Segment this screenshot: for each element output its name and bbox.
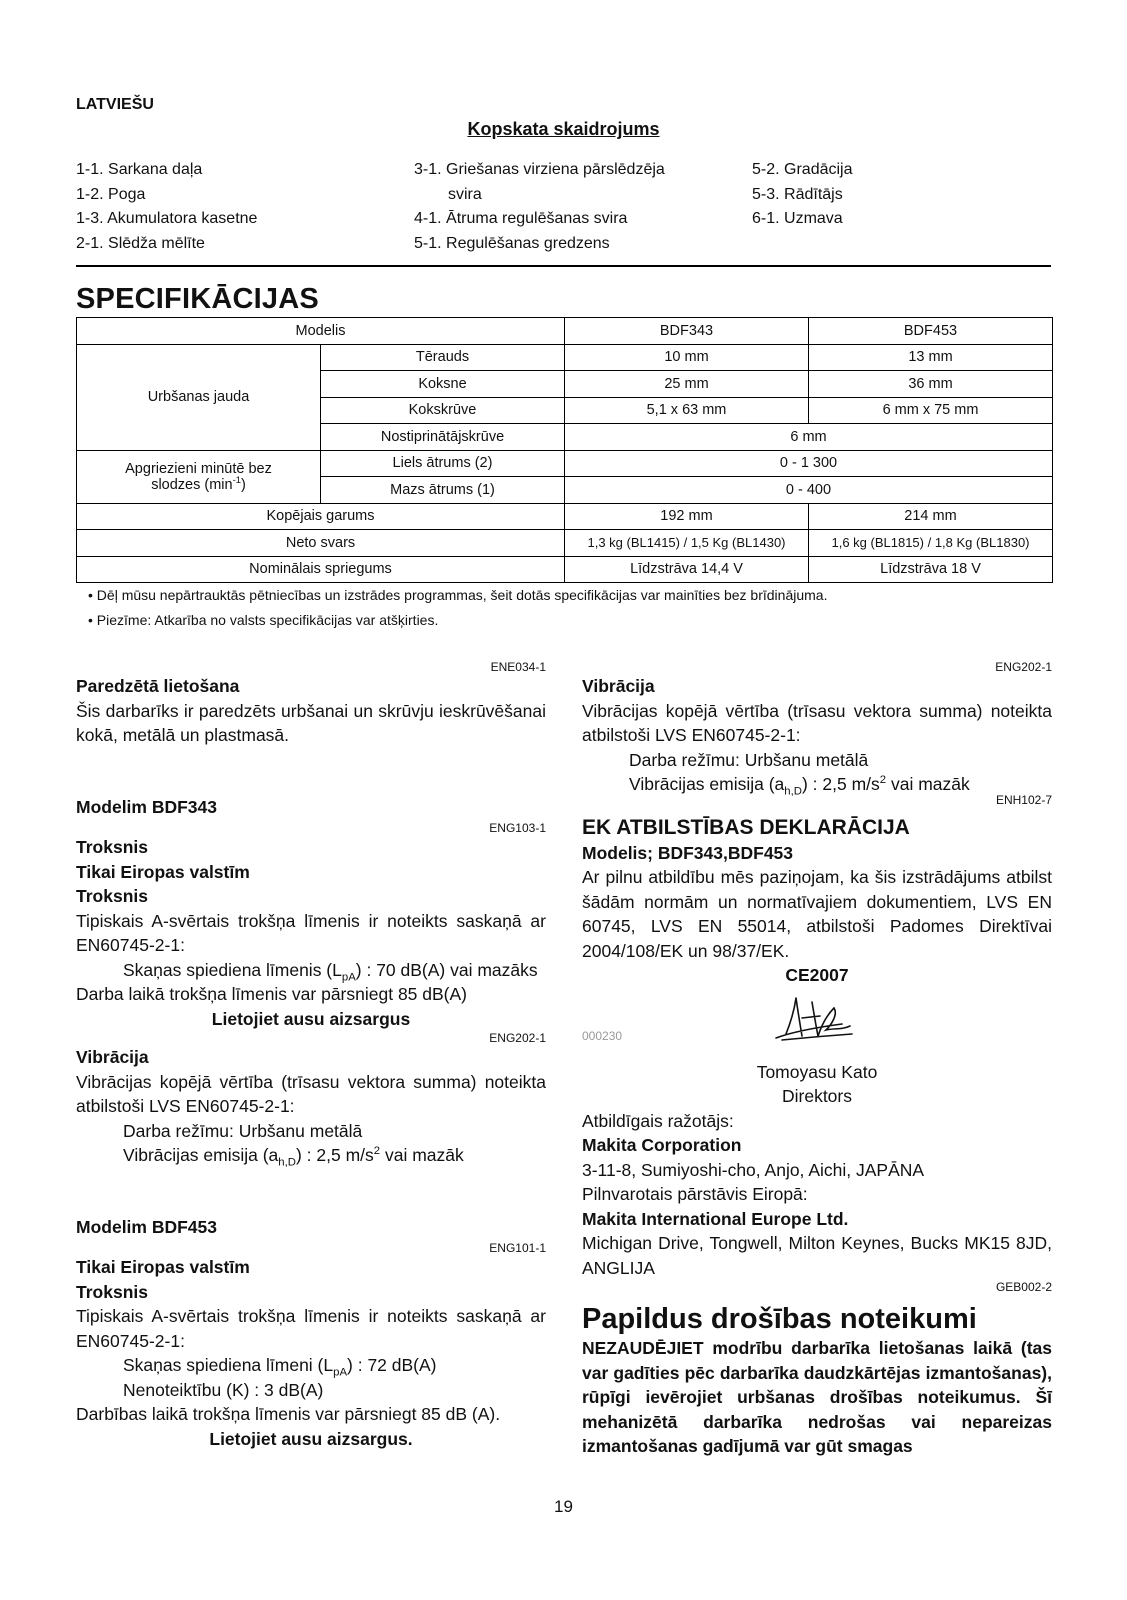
vibration-text: Vibrācijas kopējā vērtība (trīsasu vektora summa) noteikta atbilstoši LVS EN60745-2-1: (76, 1071, 546, 1116)
model-heading-bdf453: Modelim BDF453 (76, 1216, 217, 1237)
table-cell: Nominālais spriegums (77, 556, 565, 583)
doc-code: ENG103-1 (489, 821, 546, 835)
vibration-heading: Vibrācija (76, 1047, 149, 1067)
emission-subscript: h,D (784, 785, 802, 798)
table-cell: Kokskrūve (321, 397, 565, 424)
legend-item: 5-1. Regulēšanas gredzens (414, 234, 610, 252)
table-cell: 36 mm (809, 371, 1053, 398)
table-row (77, 344, 1053, 371)
representative-name: Makita International Europe Ltd. (582, 1208, 849, 1229)
vibration-emission-line (76, 1143, 546, 1168)
rpm-label-line2 (77, 473, 320, 493)
doc-code: ENG101-1 (489, 1241, 546, 1255)
legend-item: 1-2. Poga (76, 185, 146, 203)
legend-item: 4-1. Ātruma regulēšanas svira (414, 210, 628, 227)
rpm-label-line1: Apgriezieni minūtē bez (125, 460, 272, 477)
table-cell: Kopējais garums (77, 503, 565, 530)
representative-label: Pilnvarotais pārstāvis Eiropā: (582, 1184, 808, 1204)
doc-code: ENH102-7 (995, 792, 1052, 807)
ce-mark-text: CE2007 (785, 965, 849, 985)
legend-column-2 (414, 158, 665, 256)
page-number: 19 (554, 1497, 573, 1516)
vibration-text: Vibrācijas kopējā vērtība (trīsasu vektora summa) noteikta atbilstoši LVS EN60745-2-1: (582, 700, 1052, 745)
vibration-heading: Vibrācija (582, 676, 655, 696)
table-cell: Tērauds (321, 344, 565, 371)
work-mode-text: Darba režīmu: Urbšanu metālā (629, 749, 869, 770)
signature-icon (772, 994, 858, 1044)
intended-use-text: Šis darbarīks ir paredzēts urbšanai un skrūvju ieskrūvēšanai kokā, metālā un plastmasā. (76, 700, 546, 745)
spec-note-2: • Piezīme: Atkarība no valsts specifikācijas var atšķirties. (88, 612, 439, 628)
table-cell: 192 mm (565, 503, 809, 530)
noise-exceed-text: Darbības laikā trokšņa līmenis var pārsniegt 85 dB (A). (76, 1404, 501, 1424)
signer-role: Direktors (781, 1086, 852, 1106)
emission-value: ) : 2,5 m/s (295, 1145, 374, 1165)
table-cell: 25 mm (565, 371, 809, 398)
legend-column-3 (752, 158, 853, 232)
legend-item: 5-2. Gradācija (752, 161, 853, 178)
emission-tail: vai mazāk (380, 1145, 464, 1165)
uncertainty-text: Nenoteiktību (K) : 3 dB(A) (123, 1379, 324, 1400)
emission-text: Vibrācijas emisija (a (123, 1145, 279, 1165)
emission-text: Vibrācijas emisija (a (629, 774, 785, 794)
spl-value: ) : 70 dB(A) vai mazāks (355, 959, 538, 980)
rpm-label-close: ) (240, 476, 246, 493)
work-mode-text: Darba režīmu: Urbšanu metālā (123, 1120, 363, 1141)
specifications-title: SPECIFIKĀCIJAS (76, 283, 319, 315)
table-cell: Modelis (77, 318, 565, 345)
legend-item: 1-3. Akumulatora kasetne (76, 210, 258, 227)
eu-only-heading: Tikai Eiropas valstīm (76, 861, 250, 882)
table-cell: Mazs ātrums (1) (321, 477, 565, 504)
representative-address: Michigan Drive, Tongwell, Milton Keynes, Bucks MK15 8JD, ANGLIJA (582, 1233, 1052, 1278)
doc-code: ENG202-1 (995, 660, 1052, 674)
noise-text: Tipiskais A-svērtais trokšņa līmenis ir noteikts saskaņā ar EN60745-2-1: (76, 1306, 546, 1351)
noise-heading: Troksnis (76, 837, 148, 857)
legend-item: 2-1. Slēdža mēlīte (76, 234, 205, 252)
emission-value: ) : 2,5 m/s (801, 774, 880, 794)
table-cell (77, 450, 321, 503)
legend-item: 1-1. Sarkana daļa (76, 161, 203, 178)
doc-code: GEB002-2 (995, 1280, 1052, 1294)
table-row (77, 556, 1053, 583)
table-cell: BDF453 (809, 318, 1053, 345)
manufacturer-label: Atbildīgais ražotājs: (582, 1110, 734, 1131)
rpm-label-text: slodzes (min (151, 476, 233, 493)
table-row (77, 318, 1053, 345)
table-cell: Līdzstrāva 14,4 V (565, 556, 809, 583)
spl-text: Skaņas spiediena līmenis (L (123, 959, 342, 980)
eu-only-heading: Tikai Eiropas valstīm (76, 1257, 250, 1277)
model-heading-bdf343: Modelim BDF343 (76, 796, 217, 817)
table-cell: BDF343 (565, 318, 809, 345)
legend-column-1 (76, 158, 257, 256)
left-column (76, 660, 546, 1451)
spl-text: Skaņas spiediena līmeni (L (123, 1355, 334, 1375)
manufacturer-address: 3-11-8, Sumiyoshi-cho, Anjo, Aichi, JAPĀNA (582, 1159, 925, 1180)
table-cell: 0 - 400 (565, 477, 1053, 504)
noise-subheading: Troksnis (76, 886, 148, 906)
specifications-table (76, 317, 1053, 583)
wear-ear-protection: Lietojiet ausu aizsargus (211, 1008, 411, 1029)
language-heading: LATVIEŠU (76, 96, 154, 113)
emission-exponent: 2 (879, 774, 887, 787)
table-cell: Koksne (321, 371, 565, 398)
table-cell: 6 mm x 75 mm (809, 397, 1053, 424)
ec-declaration-text: Ar pilnu atbildību mēs paziņojam, ka šis izstrādājums atbilst šādām normām un normatīvajiem dokumentiem, LVS EN 60745, LVS EN 55014, atbilstoši Padomes Direktīvai 2004/108/EK un 98/37/EK. (582, 867, 1052, 961)
doc-code: ENE034-1 (490, 660, 546, 674)
emission-tail: vai mazāk (886, 774, 970, 794)
signer-name: Tomoyasu Kato (756, 1061, 878, 1082)
spl-subscript: pA (333, 1366, 348, 1379)
table-cell: Liels ātrums (2) (321, 450, 565, 477)
table-row (77, 530, 1053, 557)
table-cell: Neto svars (77, 530, 565, 557)
legend-item: 6-1. Uzmava (752, 210, 843, 227)
table-cell: 214 mm (809, 503, 1053, 530)
table-row (77, 450, 1053, 477)
table-cell: 5,1 x 63 mm (565, 397, 809, 424)
table-cell: Nostiprinātājskrūve (321, 424, 565, 451)
table-cell: 0 - 1 300 (565, 450, 1053, 477)
manufacturer-name: Makita Corporation (582, 1135, 742, 1155)
emission-subscript: h,D (278, 1156, 296, 1169)
noise-subheading: Troksnis (76, 1281, 148, 1302)
spec-note-1: • Dēļ mūsu nepārtrauktās pētniecības un izstrādes programmas, šeit dotās specifikācijas var mainīties bez brīdinājuma. (88, 587, 828, 603)
intended-use-heading: Paredzētā lietošana (76, 676, 240, 696)
signature-block (582, 988, 1052, 1060)
spl-subscript: pA (341, 971, 356, 983)
sound-pressure-line (76, 1353, 546, 1378)
section-divider (76, 265, 1051, 267)
ec-declaration-heading: EK ATBILSTĪBAS DEKLARĀCIJA (582, 815, 910, 839)
legend-title: Kopskata skaidrojums (467, 119, 660, 139)
table-cell: 13 mm (809, 344, 1053, 371)
table-cell: 10 mm (565, 344, 809, 371)
sound-pressure-line (76, 958, 546, 983)
table-cell: 6 mm (565, 424, 1053, 451)
table-cell: Līdzstrāva 18 V (809, 556, 1053, 583)
ec-models: Modelis; BDF343,BDF453 (582, 842, 794, 863)
rpm-unit-exponent: -1 (232, 473, 241, 485)
noise-exceed-text: Darba laikā trokšņa līmenis var pārsniegt 85 dB(A) (76, 984, 468, 1004)
right-column (582, 660, 1052, 1459)
table-cell: 1,3 kg (BL1415) / 1,5 Kg (BL1430) (565, 530, 809, 557)
legend-item: 3-1. Griešanas virziena pārslēdzēja (414, 161, 665, 178)
wear-ear-protection: Lietojiet ausu aizsargus. (209, 1428, 413, 1449)
doc-code: ENG202-1 (489, 1031, 546, 1045)
spl-value: ) : 72 dB(A) (347, 1355, 437, 1375)
safety-rules-heading: Papildus drošības noteikumi (582, 1303, 977, 1335)
doc-code: 000230 (582, 1028, 623, 1043)
legend-item: svira (448, 185, 482, 203)
table-row (77, 503, 1053, 530)
legend-item: 5-3. Rādītājs (752, 185, 843, 203)
table-cell: Urbšanas jauda (77, 344, 321, 450)
safety-rules-text: NEZAUDĒJIET modrību darbarīka lietošanas laikā (tas var gadīties pēc darbarīka daudzkārtējas izmantošanas), rūpīgi ievērojiet urbšanas drošības noteikumus. Šī mehanizētā darbarīka nedrošas vai nepareizas izmantošanas gadījumā var gūt smagas (582, 1338, 1052, 1456)
noise-text: Tipiskais A-svērtais trokšņa līmenis ir noteikts saskaņā ar EN60745-2-1: (76, 910, 546, 955)
table-cell: 1,6 kg (BL1815) / 1,8 Kg (BL1830) (809, 530, 1053, 557)
emission-exponent: 2 (373, 1145, 381, 1158)
